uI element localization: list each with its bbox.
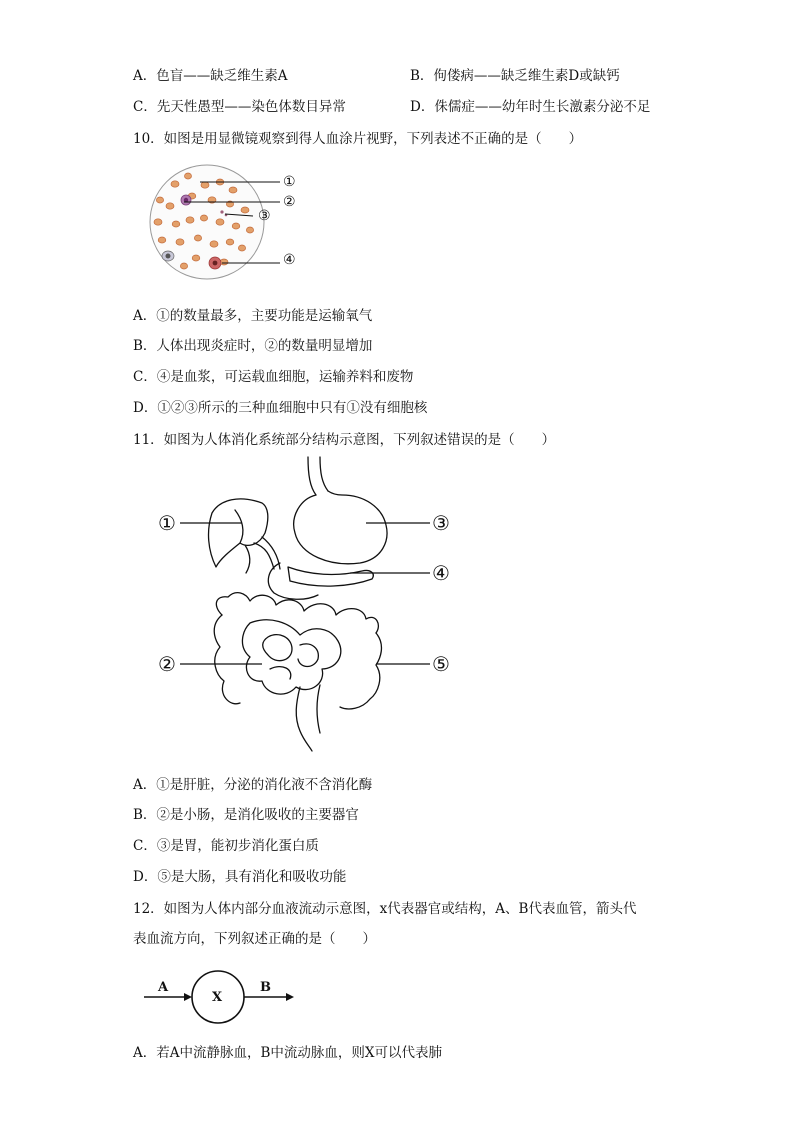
q10-option-b: B．人体出现炎症时，②的数量明显增加 — [133, 338, 373, 354]
q10-stem: 10．如图是用显微镜观察到得人血涂片视野，下列表述不正确的是（ ） — [133, 131, 583, 147]
q9-option-b: B．佝偻病——缺乏维生素D或缺钙 — [410, 68, 620, 84]
digestive-label-4: ④ — [432, 561, 450, 585]
q12-stem-line2: 表血流方向，下列叙述正确的是（ ） — [133, 931, 376, 947]
digestive-system-figure — [150, 455, 470, 755]
q10-option-d: D．①②③所示的三种血细胞中只有①没有细胞核 — [133, 400, 428, 416]
digestive-label-1: ① — [158, 511, 176, 535]
q11-option-b: B．②是小肠，是消化吸收的主要器官 — [133, 807, 359, 823]
organ-x-label: X — [212, 990, 223, 1005]
blood-label-1: ① — [283, 174, 296, 190]
q11-option-d: D．⑤是大肠，具有消化和吸收功能 — [133, 869, 347, 885]
q9-option-a: A．色盲——缺乏维生素A — [133, 68, 288, 84]
digestive-label-3: ③ — [432, 511, 450, 535]
q11-option-a: A．①是肝脏，分泌的消化液不含消化酶 — [133, 777, 373, 793]
blood-label-4: ④ — [283, 252, 296, 268]
blood-label-3: ③ — [258, 208, 271, 224]
blood-label-2: ② — [283, 194, 296, 210]
digestive-label-2: ② — [158, 652, 176, 676]
q12-stem-line1: 12．如图为人体内部分血液流动示意图，x代表器官或结构，A、B代表血管，箭头代 — [133, 901, 637, 917]
q10-option-a: A．①的数量最多，主要功能是运输氧气 — [133, 308, 373, 324]
q12-option-a: A．若A中流静脉血，B中流动脉血，则X可以代表肺 — [133, 1045, 443, 1061]
vessel-b-label: B — [260, 980, 271, 995]
q9-option-c: C．先天性愚型——染色体数目异常 — [133, 99, 346, 115]
q11-option-c: C．③是胃，能初步消化蛋白质 — [133, 838, 319, 854]
vessel-a-label: A — [158, 980, 169, 995]
q11-stem: 11．如图为人体消化系统部分结构示意图，下列叙述错误的是（ ） — [133, 432, 556, 448]
q10-option-c: C．④是血浆，可运载血细胞，运输养料和废物 — [133, 369, 414, 385]
q9-option-d: D．侏儒症——幼年时生长激素分泌不足 — [410, 99, 651, 115]
digestive-label-5: ⑤ — [432, 652, 450, 676]
